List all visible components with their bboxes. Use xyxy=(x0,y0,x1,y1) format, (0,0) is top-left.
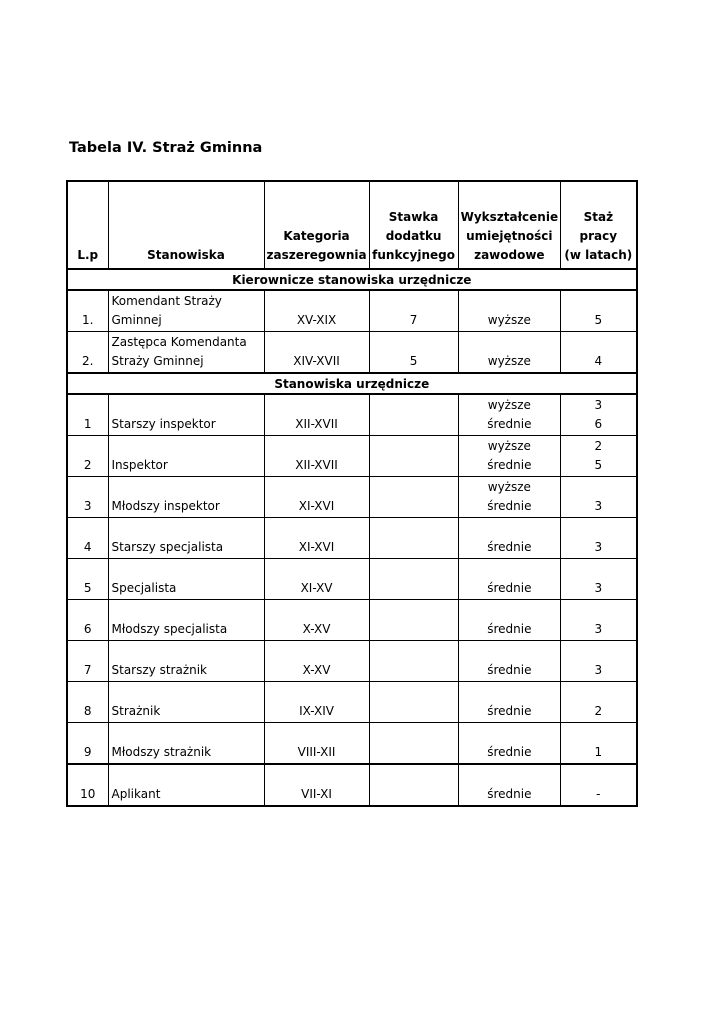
cell-stanowisko-text: Młodszy inspektor xyxy=(111,499,220,513)
cell-lp-text: 9 xyxy=(83,745,92,759)
header-stanowiska: Stanowiska xyxy=(108,181,264,269)
table-row xyxy=(67,559,637,600)
cell-kategoria-text: XI-XV xyxy=(300,581,333,595)
cell-kategoria-text: XIV-XVII xyxy=(293,354,340,368)
cell-staz-text: 2 xyxy=(594,439,603,453)
cell-kategoria-text: VIII-XII xyxy=(297,745,336,759)
cell-wyksztalcenie-text: średnie xyxy=(487,745,532,759)
cell-stanowisko xyxy=(108,723,264,765)
cell-wyksztalcenie-text: wyższe xyxy=(487,439,531,453)
cell-wyksztalcenie-text xyxy=(461,519,559,538)
cell-staz-text xyxy=(563,766,634,785)
cell-kategoria-text: IX-XIV xyxy=(299,704,334,718)
section-label: Kierownicze stanowiska urzędnicze xyxy=(67,269,637,290)
cell-staz-text xyxy=(563,724,634,743)
cell-staz-text: 3 xyxy=(594,581,603,595)
cell-lp-text: 3 xyxy=(83,499,92,513)
cell-stawka-text xyxy=(372,538,456,557)
cell-stanowisko-text xyxy=(112,601,262,620)
cell-wyksztalcenie-text: wyższe xyxy=(487,354,531,368)
header-lp: L.p xyxy=(67,181,108,269)
table-row xyxy=(67,394,637,436)
cell-stanowisko-text: Gminnej xyxy=(111,313,162,327)
cell-staz xyxy=(561,641,637,682)
cell-staz-text: - xyxy=(596,787,601,801)
cell-wyksztalcenie xyxy=(458,436,561,477)
cell-lp xyxy=(67,682,108,723)
cell-stanowisko xyxy=(108,518,264,559)
cell-staz-text: 2 xyxy=(594,704,603,718)
cell-staz xyxy=(561,332,637,374)
cell-kategoria xyxy=(264,764,369,806)
cell-stanowisko-text xyxy=(112,396,262,415)
cell-staz-text xyxy=(563,642,634,661)
cell-kategoria xyxy=(264,332,369,374)
cell-kategoria xyxy=(264,394,369,436)
cell-staz-text: 6 xyxy=(594,417,603,431)
cell-kategoria xyxy=(264,600,369,641)
cell-staz-text: 3 xyxy=(594,622,603,636)
cell-wyksztalcenie-text xyxy=(461,766,559,785)
cell-kategoria xyxy=(264,436,369,477)
cell-staz-text: 3 xyxy=(594,398,603,412)
cell-stanowisko-text xyxy=(112,642,262,661)
cell-stanowisko xyxy=(108,477,264,518)
cell-wyksztalcenie-text xyxy=(461,292,559,311)
cell-kategoria-text: XI-XVI xyxy=(298,540,335,554)
cell-kategoria-text: XI-XVI xyxy=(298,499,335,513)
cell-lp xyxy=(67,559,108,600)
cell-staz xyxy=(561,394,637,436)
cell-stawka-text xyxy=(372,661,456,680)
table-row xyxy=(67,682,637,723)
cell-stawka-text xyxy=(372,497,456,516)
cell-stawka xyxy=(369,559,458,600)
cell-staz-text: 5 xyxy=(594,313,603,327)
page-title: Tabela IV. Straż Gminna xyxy=(69,140,263,156)
cell-staz xyxy=(561,559,637,600)
cell-staz-text: 3 xyxy=(594,540,603,554)
cell-wyksztalcenie-text: średnie xyxy=(487,581,532,595)
cell-stanowisko-text xyxy=(112,683,262,702)
cell-stanowisko xyxy=(108,641,264,682)
cell-lp-text: 7 xyxy=(83,663,92,677)
cell-stawka-text: 5 xyxy=(409,354,418,368)
cell-stanowisko-text xyxy=(112,766,262,785)
cell-stawka xyxy=(369,764,458,806)
cell-stawka-text xyxy=(372,702,456,721)
table-row xyxy=(67,641,637,682)
cell-staz-text: 3 xyxy=(594,499,603,513)
cell-wyksztalcenie-text xyxy=(461,724,559,743)
cell-wyksztalcenie xyxy=(458,764,561,806)
cell-stanowisko xyxy=(108,394,264,436)
cell-stawka-text xyxy=(372,785,456,804)
cell-wyksztalcenie xyxy=(458,477,561,518)
cell-lp-text: 6 xyxy=(83,622,92,636)
table-row xyxy=(67,764,637,806)
cell-lp xyxy=(67,723,108,765)
header-kategoria: Kategoria zaszeregownia xyxy=(264,181,369,269)
cell-lp xyxy=(67,764,108,806)
cell-stawka xyxy=(369,682,458,723)
cell-kategoria-text: X-XV xyxy=(302,663,331,677)
cell-lp xyxy=(67,477,108,518)
section-header-row xyxy=(67,373,637,394)
cell-wyksztalcenie-text: średnie xyxy=(487,499,532,513)
cell-staz-text: 4 xyxy=(594,354,603,368)
cell-kategoria-text: XV-XIX xyxy=(296,313,337,327)
cell-lp-text: 2 xyxy=(83,458,92,472)
cell-staz xyxy=(561,764,637,806)
cell-stawka xyxy=(369,641,458,682)
cell-wyksztalcenie-text: średnie xyxy=(487,458,532,472)
header-row xyxy=(67,181,637,269)
cell-wyksztalcenie xyxy=(458,518,561,559)
cell-kategoria-text: VII-XI xyxy=(301,787,332,801)
cell-staz-text: 3 xyxy=(594,663,603,677)
cell-wyksztalcenie xyxy=(458,723,561,765)
cell-wyksztalcenie-text xyxy=(461,333,559,352)
cell-staz xyxy=(561,723,637,765)
cell-wyksztalcenie-text xyxy=(461,642,559,661)
cell-stanowisko-text: Starszy specjalista xyxy=(111,540,224,554)
header-stawka: Stawka dodatku funkcyjnego xyxy=(369,181,458,269)
table-row xyxy=(67,600,637,641)
cell-wyksztalcenie-text xyxy=(461,601,559,620)
cell-kategoria-text: XII-XVII xyxy=(295,417,338,431)
header-wyksztalcenie: Wykształcenie umiejętności zawodowe xyxy=(458,181,561,269)
cell-stanowisko xyxy=(108,332,264,374)
cell-wyksztalcenie-text: wyższe xyxy=(487,480,531,494)
cell-stanowisko-text: Starszy inspektor xyxy=(111,417,216,431)
cell-staz xyxy=(561,436,637,477)
cell-staz xyxy=(561,518,637,559)
cell-staz-text xyxy=(563,683,634,702)
cell-stanowisko-text: Starszy strażnik xyxy=(111,663,208,677)
table-row xyxy=(67,723,637,765)
cell-stawka-text xyxy=(372,456,456,475)
cell-wyksztalcenie xyxy=(458,332,561,374)
section-label: Stanowiska urzędnicze xyxy=(67,373,637,394)
cell-stanowisko-text xyxy=(112,724,262,743)
cell-stawka xyxy=(369,332,458,374)
cell-lp-text: 10 xyxy=(80,787,96,801)
table-row xyxy=(67,332,637,374)
cell-stanowisko-text: Zastępca Komendanta xyxy=(111,335,247,349)
cell-lp xyxy=(67,332,108,374)
cell-lp-text: 4 xyxy=(83,540,92,554)
cell-stanowisko-text: Inspektor xyxy=(111,458,168,472)
cell-kategoria xyxy=(264,723,369,765)
cell-stanowisko xyxy=(108,600,264,641)
cell-lp-text: 2. xyxy=(82,354,94,368)
cell-stanowisko xyxy=(108,559,264,600)
cell-staz-text: 1 xyxy=(594,745,603,759)
cell-stanowisko-text xyxy=(112,437,262,456)
cell-kategoria-text: XII-XVII xyxy=(295,458,338,472)
cell-staz xyxy=(561,290,637,332)
cell-stanowisko xyxy=(108,764,264,806)
cell-kategoria xyxy=(264,518,369,559)
cell-stawka-text xyxy=(372,415,456,434)
cell-stawka xyxy=(369,477,458,518)
table-row xyxy=(67,290,637,332)
cell-staz-text xyxy=(563,519,634,538)
cell-stanowisko-text: Młodszy strażnik xyxy=(111,745,212,759)
cell-kategoria xyxy=(264,290,369,332)
cell-stawka xyxy=(369,394,458,436)
table-row xyxy=(67,518,637,559)
cell-stawka-text xyxy=(372,620,456,639)
cell-wyksztalcenie xyxy=(458,394,561,436)
cell-stawka xyxy=(369,723,458,765)
cell-wyksztalcenie-text: średnie xyxy=(487,787,532,801)
cell-lp xyxy=(67,600,108,641)
cell-wyksztalcenie-text: średnie xyxy=(487,704,532,718)
cell-wyksztalcenie-text: średnie xyxy=(487,622,532,636)
cell-stawka xyxy=(369,600,458,641)
cell-wyksztalcenie-text xyxy=(461,560,559,579)
cell-lp xyxy=(67,518,108,559)
cell-lp-text: 1 xyxy=(83,417,92,431)
cell-kategoria xyxy=(264,641,369,682)
cell-staz xyxy=(561,682,637,723)
cell-lp xyxy=(67,290,108,332)
cell-kategoria xyxy=(264,682,369,723)
table-row xyxy=(67,477,637,518)
cell-kategoria xyxy=(264,477,369,518)
cell-lp-text: 5 xyxy=(83,581,92,595)
cell-stanowisko-text: Aplikant xyxy=(111,787,161,801)
cell-staz-text xyxy=(563,292,634,311)
cell-wyksztalcenie xyxy=(458,682,561,723)
cell-wyksztalcenie-text: wyższe xyxy=(487,398,531,412)
cell-stanowisko-text: Młodszy specjalista xyxy=(111,622,228,636)
cell-stanowisko-text xyxy=(112,519,262,538)
cell-stawka xyxy=(369,518,458,559)
cell-staz-text xyxy=(563,601,634,620)
cell-wyksztalcenie xyxy=(458,290,561,332)
cell-wyksztalcenie-text: średnie xyxy=(487,417,532,431)
cell-staz xyxy=(561,600,637,641)
cell-stanowisko xyxy=(108,436,264,477)
cell-wyksztalcenie xyxy=(458,641,561,682)
cell-wyksztalcenie xyxy=(458,559,561,600)
cell-stanowisko-text xyxy=(112,560,262,579)
cell-staz xyxy=(561,477,637,518)
cell-lp xyxy=(67,641,108,682)
cell-stanowisko-text: Specjalista xyxy=(111,581,177,595)
cell-staz-text: 5 xyxy=(594,458,603,472)
cell-kategoria-text: X-XV xyxy=(302,622,331,636)
positions-table xyxy=(66,180,638,807)
cell-kategoria xyxy=(264,559,369,600)
cell-wyksztalcenie xyxy=(458,600,561,641)
cell-stawka-text: 7 xyxy=(409,313,418,327)
cell-stanowisko xyxy=(108,682,264,723)
header-staz: Staż pracy (w latach) xyxy=(561,181,637,269)
cell-lp-text: 1. xyxy=(82,313,94,327)
cell-stanowisko-text: Komendant Straży xyxy=(111,294,222,308)
cell-stawka xyxy=(369,290,458,332)
cell-staz-text xyxy=(563,333,634,352)
cell-stanowisko-text: Straży Gminnej xyxy=(111,354,204,368)
cell-stawka-text xyxy=(372,579,456,598)
section-header-row xyxy=(67,269,637,290)
cell-stanowisko-text: Strażnik xyxy=(111,704,161,718)
cell-stawka xyxy=(369,436,458,477)
cell-wyksztalcenie-text: średnie xyxy=(487,663,532,677)
cell-stanowisko xyxy=(108,290,264,332)
cell-stanowisko-text xyxy=(112,478,262,497)
cell-lp-text: 8 xyxy=(83,704,92,718)
cell-lp xyxy=(67,394,108,436)
cell-wyksztalcenie-text: wyższe xyxy=(487,313,531,327)
cell-wyksztalcenie-text: średnie xyxy=(487,540,532,554)
cell-wyksztalcenie-text xyxy=(461,683,559,702)
cell-lp xyxy=(67,436,108,477)
cell-stawka-text xyxy=(372,743,456,762)
cell-staz-text xyxy=(563,560,634,579)
cell-staz-text xyxy=(563,478,634,497)
table-row xyxy=(67,436,637,477)
